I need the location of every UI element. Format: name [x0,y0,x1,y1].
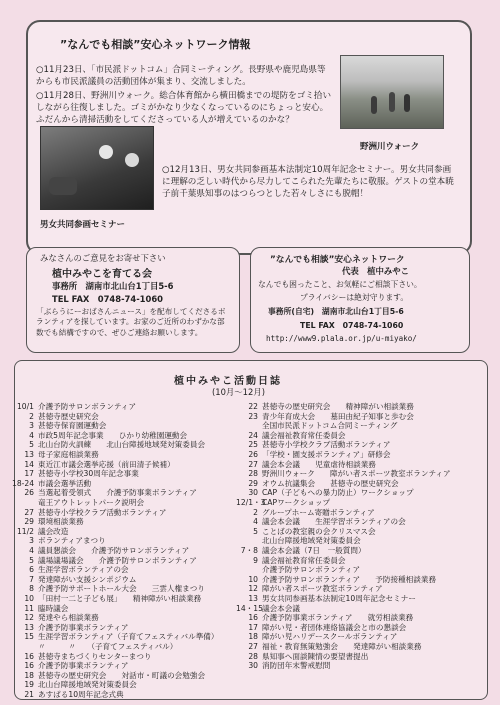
log-entry-text: 市政5周年記念事業 ひかり幼稚園運動会 [38,430,188,440]
log-entry-text: 発達やら相談業務 [38,613,99,623]
log-entry [12,527,68,537]
log-entry-date: 23 [248,411,258,421]
log-entry [236,632,397,642]
log-entry-date: 10 [248,574,258,584]
log-entry [236,613,413,623]
log-entry-date: 17 [24,469,34,479]
log-entry-text: CAP（子どもへの暴力防止）ワークショップ [262,488,414,498]
log-entry-text: 県知事へ面談陳情の要望書提出 [262,651,369,661]
log-entry-date: 29 [24,517,34,527]
network-privacy: プライバシーは絶対守ります。 [300,293,409,302]
log-entry [12,402,136,412]
log-entry-text: CAPワークショップ [262,498,331,507]
log-entry-date: 25 [248,440,258,450]
log-entry-date: 3 [29,536,34,546]
log-entry [12,440,205,450]
log-entry [236,594,416,604]
log-entry-date: 17 [248,622,258,632]
log-entry [236,402,414,412]
log-entry-date: 2 [253,507,258,517]
log-entry-date: 5 [253,526,258,536]
log-entry-text: 竜王アウトレットパーク説明会 [38,498,145,507]
log-entry-text: 全国市民派ドットコム合同ミーティング [262,421,398,431]
log-entry-text: ことばの教室親の会クリスマス会 [262,526,376,536]
log-entry-date: 3 [29,421,34,431]
log-entry-text: 男女共同参画基本法制定10周年記念セミナー [262,594,416,603]
network-representative: 代表 植中みやこ [342,266,409,276]
log-entry-text: 議場議場議会 介護予防サロンボランティア [38,555,197,565]
log-entry [12,546,189,556]
log-entry-date: 13 [248,594,258,603]
log-entry-date: 11 [24,603,34,613]
log-entry-date: 30 [248,488,258,498]
log-entry-date: 28 [248,469,258,479]
log-entry-date: 2 [29,411,34,421]
log-entry-date: 5 [29,440,34,450]
support-group-address: 事務所 湖南市北山台1丁目5-6 [52,281,174,291]
log-entry-text: 議会改造 [38,526,69,536]
log-entry-date: 27 [24,507,34,517]
log-entry-date: 6 [29,565,34,575]
seminar-photo-caption: 男女共同参画セミナー [40,220,126,230]
log-entry-text: 介護予防事業ボランティア 就労相談業務 [262,613,414,623]
log-entry-date: 12 [248,584,258,594]
log-entry [12,421,106,431]
log-entry-date: 16 [248,613,258,623]
log-entry-date: 27 [248,459,258,469]
log-entry-date: 4 [29,546,34,555]
log-entry-text: 生涯学習ボランティアの会 [38,565,129,575]
log-entry-date: 10/1 [16,402,34,411]
log-entry [236,565,360,575]
log-entry-text: 議員懇談会 介護予防サロンボランティア [38,546,190,555]
activity-log-period: (10月～12月) [212,387,265,397]
log-entry [12,517,84,527]
log-entry-text: 母子家庭相談業務 [38,450,99,459]
log-entry-date: 13 [24,450,34,459]
log-entry [12,613,99,623]
log-entry-text: ボランティアまつり [38,536,106,546]
log-entry [236,642,421,652]
log-entry-text: 議会本会議 [262,603,300,613]
log-entry-text: 市議会選挙活動 [38,478,92,488]
walk-photo-caption: 野洲川ウォーク [360,142,420,152]
log-entry [12,498,144,508]
log-entry-text: あすぱる10周年記念式典 [38,690,124,699]
log-entry-date: 18-24 [12,478,35,488]
support-group-name: 植中みやこを育てる会 [52,269,152,280]
log-entry-date: 30 [248,661,258,671]
news-paragraph-3: ○12月13日、男女共同参画基本法制定10周年記念セミナー。男女共同参画に理解の乏しい時代から尽力してこられた先輩たちに敬服。ゲストの堂本暁子前千葉県知事のはつらつとした若々しさにも脱帽！ [162,165,454,200]
log-entry-date: 14・15 [236,603,263,613]
log-entry-text: 消防団年末警戒慰問 [262,661,331,671]
log-entry-text: 議会本会議（7日 一般質問） [262,546,366,555]
log-entry-date: 28 [248,651,258,661]
log-entry [12,632,219,642]
log-entry-date: 26 [248,450,258,459]
log-entry-text: 甚徳寺歴史研究会 [38,411,99,421]
log-entry-date: 14 [24,459,34,469]
network-url-link[interactable]: http://www9.plala.or.jp/u-miyako/ [266,334,417,343]
log-entry [12,488,197,498]
log-entry-text: オウム抗議集会 甚徳寺の歴史研究会 [262,478,399,488]
log-entry-date: 22 [248,402,258,411]
log-entry-text: 「学校・園支援ボランティア」研修会 [262,450,391,459]
log-entry-text: 「田村一二と子ども展」 精神障がい相談業務 [38,594,202,603]
log-entry [236,661,330,671]
log-entry-text: 青少年育成大会 墓田由紀子知事と歩む会 [262,411,414,421]
log-entry [12,642,177,652]
log-entry-text: 北山台障援地域発対策委員会 [38,680,137,690]
log-entry [12,469,139,479]
log-entry-text: 生涯学習ボランティア（子育てフェスティバル準備） [38,632,219,642]
log-entry [236,584,383,594]
log-entry-date: 16 [24,651,34,661]
log-entry-date: 27 [248,642,258,651]
log-entry-text: 甚徳寺の歴史研究会 対話市・町議の会勉強会 [38,670,206,680]
log-entry [236,469,451,479]
log-entry-text: 臨時議会 [38,603,69,613]
log-entry-text: 発達障がい支援シンポジウム [38,574,137,584]
log-entry-date: 18 [24,670,34,680]
log-entry [236,450,390,460]
network-message: なんでも困ったこと、お気軽にご相談下さい。 [258,280,422,289]
log-entry-text: 介護予防サロンボランティア [38,402,137,411]
log-entry-text: 議会本会議 児童虐待相談業務 [262,459,376,469]
log-entry-date: 24 [248,430,258,440]
support-group-tel: TEL FAX 0748-74-1060 [52,294,163,304]
log-entry-date: 26 [24,488,34,498]
log-entry [12,661,129,671]
log-entry [236,488,414,498]
log-entry-text: 介護予防サロンボランティア 予防接種相談業務 [262,574,437,584]
log-entry-date: 9 [253,555,258,565]
log-entry-text: 〃 〃 （子育てフェスティバル） [38,642,178,651]
log-entry [236,498,330,508]
log-entry-date: 18 [248,632,258,642]
log-entry-text: 環境相談業務 [38,517,84,527]
log-entry [12,680,137,690]
log-entry-date: 4 [253,517,258,527]
log-entry-text: 北山台障援地域発対策委員会 [262,536,361,546]
log-entry-date: 8 [29,584,34,594]
log-entry-text: 甚徳寺保育園運動会 [38,421,107,431]
news-title: ”なんでも相談”安心ネットワーク情報 [60,38,251,51]
walk-photo [340,55,444,129]
log-entry-text: 議会福祉教育常任委員会 [262,430,346,440]
log-entry [12,450,99,460]
log-entry-text: 甚徳寺まちづくりセンターまつり [38,651,152,661]
network-tel: TEL FAX 0748-74-1060 [300,321,404,330]
log-entry [12,565,129,575]
log-entry [12,594,201,604]
log-entry-date: 21 [24,690,34,699]
log-entry [12,690,124,700]
log-entry-text: 東近江市議会選挙応援（前田清子候補） [38,459,175,469]
log-entry-date: 4 [29,430,34,440]
log-entry-date: 29 [248,478,258,488]
log-entry-date: 13 [24,622,34,632]
log-entry-text: 甚徳寺小学校30周年記念事業 [38,469,139,479]
log-entry [236,536,361,546]
log-entry-date: 19 [24,680,34,690]
news-paragraph-1: ○11月23日、「市民派ドットコム」合同ミーティング。長野県や鹿児島県等からも市民派議員の活動団体が集まり、交流しました。 [36,65,326,88]
log-entry-date: 16 [24,661,34,671]
log-entry-text: 障がい児・者団体連絡協議会と市の懇談会 [262,622,407,632]
news-paragraph-2: ○11月28日、野洲川ウォーク。総合体育館から横田橋までの堤防をゴミ拾いしながら往復しました。ゴミがかなり少なくなっているのにちょっと安心。ふだんから清掃活動をしてくださっている人が増えているのかな？ [36,91,332,126]
support-group-invite: みなさんのご意見をお寄せ下さい [40,253,166,263]
log-entry [236,440,390,450]
log-entry-text: 障がい児ハリデースクールボランティア [262,632,398,642]
log-entry [12,584,205,594]
log-entry-date: 15 [24,632,34,642]
log-entry-text: 議会本会議 生涯学習ボランティアの会 [262,517,406,527]
log-entry-date: 5 [29,555,34,565]
log-entry-date: 12/1・3 [236,498,266,507]
log-entry-date: 10 [24,594,34,603]
log-entry-text: 介護予防事業ボランティア [38,622,129,632]
log-entry [236,421,397,431]
log-entry-date: 7 [29,574,34,584]
log-entry-text: 介護予防事業ボランティア [38,661,129,671]
log-entry-text: 甚徳寺の歴史研究会 精神障がい相談業務 [262,402,414,411]
network-name: ”なんでも相談”安心ネットワーク [270,255,405,265]
log-entry-text: 議会福祉教育常任委員会 [262,555,346,565]
log-entry-date: 11/2 [16,526,34,536]
volunteer-note: 「ぶらうにーおばさんニュース」を配布してくださるボランティアを探しています。お家のご近所のわずかな部数でも結構ですので、ぜひご連絡お願いします。 [36,307,226,337]
network-address: 事務所(自宅) 湖南市北山台1丁目5-6 [268,307,404,316]
log-entry-date: 12 [24,613,34,623]
seminar-photo [40,126,154,210]
log-entry-text: 野洲川ウォーク 障がい者スポーツ教室ボランティア [262,469,451,479]
log-entry [12,508,166,518]
log-entry-text: 当選起着受領式 介護予防事業ボランティア [38,488,197,498]
log-entry-text: 北山台防火訓練 北山台障援地域発対策委員会 [38,440,206,450]
log-entry-text: 介護予防サロンボランティア [262,565,361,575]
log-entry-date: 7・8 [240,546,258,555]
log-entry [12,536,106,546]
log-entry-text: 甚徳寺小学校クラブ活動ボランティア [262,440,391,450]
log-entry-text: 甚徳寺小学校クラブ活動ボランティア [38,507,167,517]
log-entry-text: 介護予防サポートホール大会 三雲人権まつり [38,584,205,594]
log-entry-text: グループホーム寄贈ボランティア [262,507,375,517]
log-entry-text: 福祉・教育無策勉強会 発達障がい相談業務 [262,642,422,651]
activity-log-title: 植中みやこ活動日誌 [174,376,282,387]
log-entry [236,546,366,556]
log-entry [236,517,406,527]
log-entry-text: 障がい者スポーツ教室ボランティア [262,584,383,594]
